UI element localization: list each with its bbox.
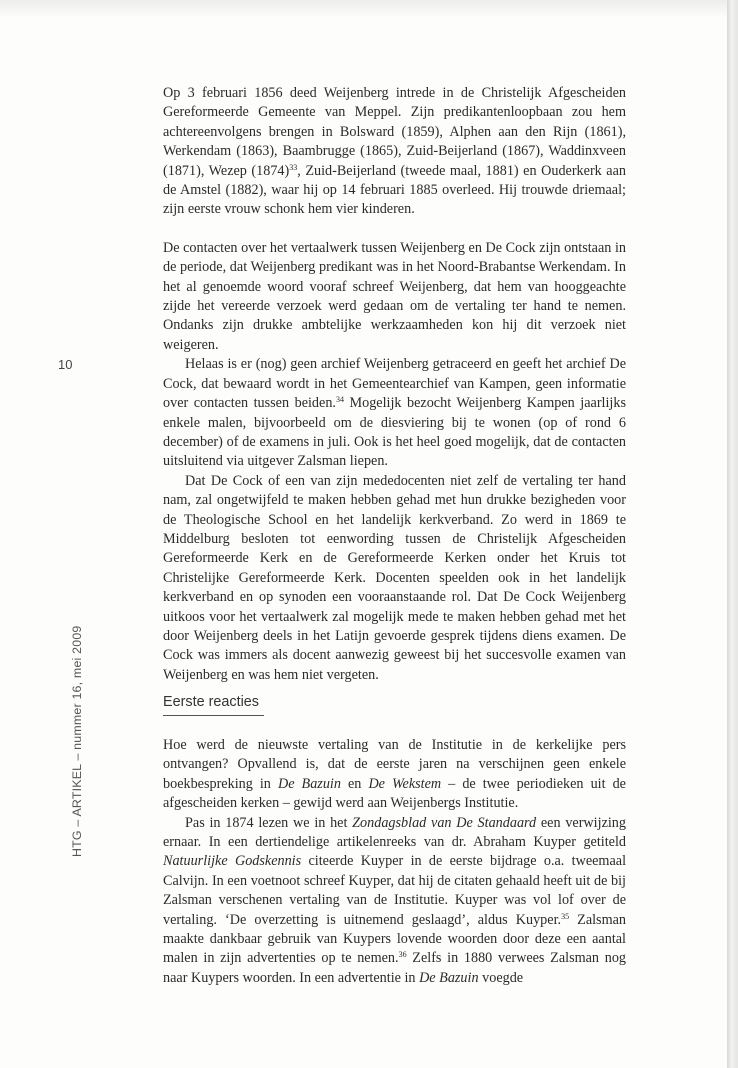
body-text-bottom <box>163 736 626 988</box>
paragraph-kuyper: Pas in 1874 lezen we in het Zondagsblad van De Standaard een verwijzing ernaar. In een dertiendelige artikelenreeks van dr. Abraham Kuyper getiteld Natuurlijke Godskennis citeerde Kuyper in de eerste bijdrage o.a. tweemaal Calvijn. In een voetnoot schreef Kuyper, dat hij de citaten gehaald heeft uit de bij Zalsman verschenen vertaling van de Institutie. Kuyper was vol lof over de vertaling. ‘De overzetting is uitnemend geslaagd’, aldus Kuyper.$^{35}$ Zalsman maakte dankbaar gebruik van Kuypers lovende woorden door deze een aantal malen in zijn advertenties op te nemen.$^{36}$ Zelfs in 1880 verwees Zalsman nog naar Kuypers woorden. In een advertentie in De Bazuin voegde <box>163 814 627 986</box>
paragraph-reception: Hoe werd de nieuwste vertaling van de Institutie in de kerkelijke pers ontvangen? Opvallend is, dat de eerste jaren na verschijnen geen enkele boekbespreking in De Bazuin en De Wekstem – de twee periodieken uit de afgescheiden kerken – gewijd werd aan Weijenbergs Institutie. <box>163 737 626 812</box>
paragraph-contacts: De contacten over het vertaalwerk tussen Weijenberg en De Cock zijn ontstaan in de periode, dat Weijenberg predikant was in het Noord-Brabantse Werkendam. In het al genoemde woord vooraf schreef Weijenberg, dat hem van hooggeachte zijde het vereerde verzoek werd gedaan om de vertaling ter hand te nemen. Ondanks zijn drukke ambtelijke werkzaamheden kon hij dit verzoek niet weigeren. <box>163 239 626 353</box>
section-heading: Eerste reacties <box>163 694 259 710</box>
footnote-ref-33: 33 <box>289 162 298 172</box>
footnote-ref-35: 35 <box>561 911 570 921</box>
page-number: 10 <box>58 357 73 372</box>
paragraph-de-cock: Dat De Cock of een van zijn mededocenten niet zelf de vertaling ter hand nam, zal ongetwijfeld te maken hebben gehad met hun drukke bezigheden voor de Theologische School en het landelijk kerkverband. Zo werd in 1869 te Middelburg besloten tot eenwording tussen de Christelijk Afgescheiden Gereformeerde Kerk en de Gereformeerde Kerken onder het Kruis tot Christelijke Gereformeerde Kerk. Docenten speelden ook in het landelijk kerkverband en op synoden een vooraanstaande rol. Dat De Cock Weijenberg uitkoos voor het vertaalwerk zal mogelijk mede te maken hebben gehad met het door Weijenberg deels in het Latijn gevoerde gesprek tijdens diens examen. De Cock was immers als docent aanwezig geweest bij het succesvolle examen van Weijenberg en was hem niet vergeten. <box>163 472 626 683</box>
footnote-ref-34: 34 <box>335 395 344 405</box>
scan-shadow <box>0 0 727 18</box>
paragraph-career: Op 3 februari 1856 deed Weijenberg intrede in de Christelijk Afgescheiden Gereformeerde Gemeente van Meppel. Zijn predikantenloopbaan zou hem achtereenvolgens brengen in Bolsward (1859), Alphen aan den Rijn (1861), Werkendam (1863), Baambrugge (1865), Zuid-Beijerland (1867), Waddinxveen (1871), Wezep $(1874)^{33}$, Zuid-Beijerland (tweede maal, 1881) en Ouderkerk aan de Amstel (1882), waar hij op 14 februari 1885 overleed. Hij trouwde driemaal; zijn eerste vrouw schonk hem vier kinderen. <box>163 85 626 218</box>
body-text-top <box>163 84 626 685</box>
paragraph-archive: Helaas is er (nog) geen archief Weijenberg getraceerd en geeft het archief De Cock, dat bewaard wordt in het Gemeentearchief van Kampen, geen informatie over contacten tussen beiden.$^{34}$ Mogelijk bezocht Weijenberg Kampen jaarlijks enkele malen, bijvoorbeeld om de diesviering bij te wonen (op of rond 6 december) of de examens in juli. Ook is het heel goed mogelijk, dat de contacten uitsluitend via uitgever Zalsman liepen. <box>163 356 626 470</box>
footnote-ref-36: 36 <box>398 950 407 960</box>
running-head: HTG – ARTIKEL – nummer 16, mei 2009 <box>70 625 84 857</box>
page-edge <box>727 0 738 1068</box>
section-underline <box>163 715 264 716</box>
